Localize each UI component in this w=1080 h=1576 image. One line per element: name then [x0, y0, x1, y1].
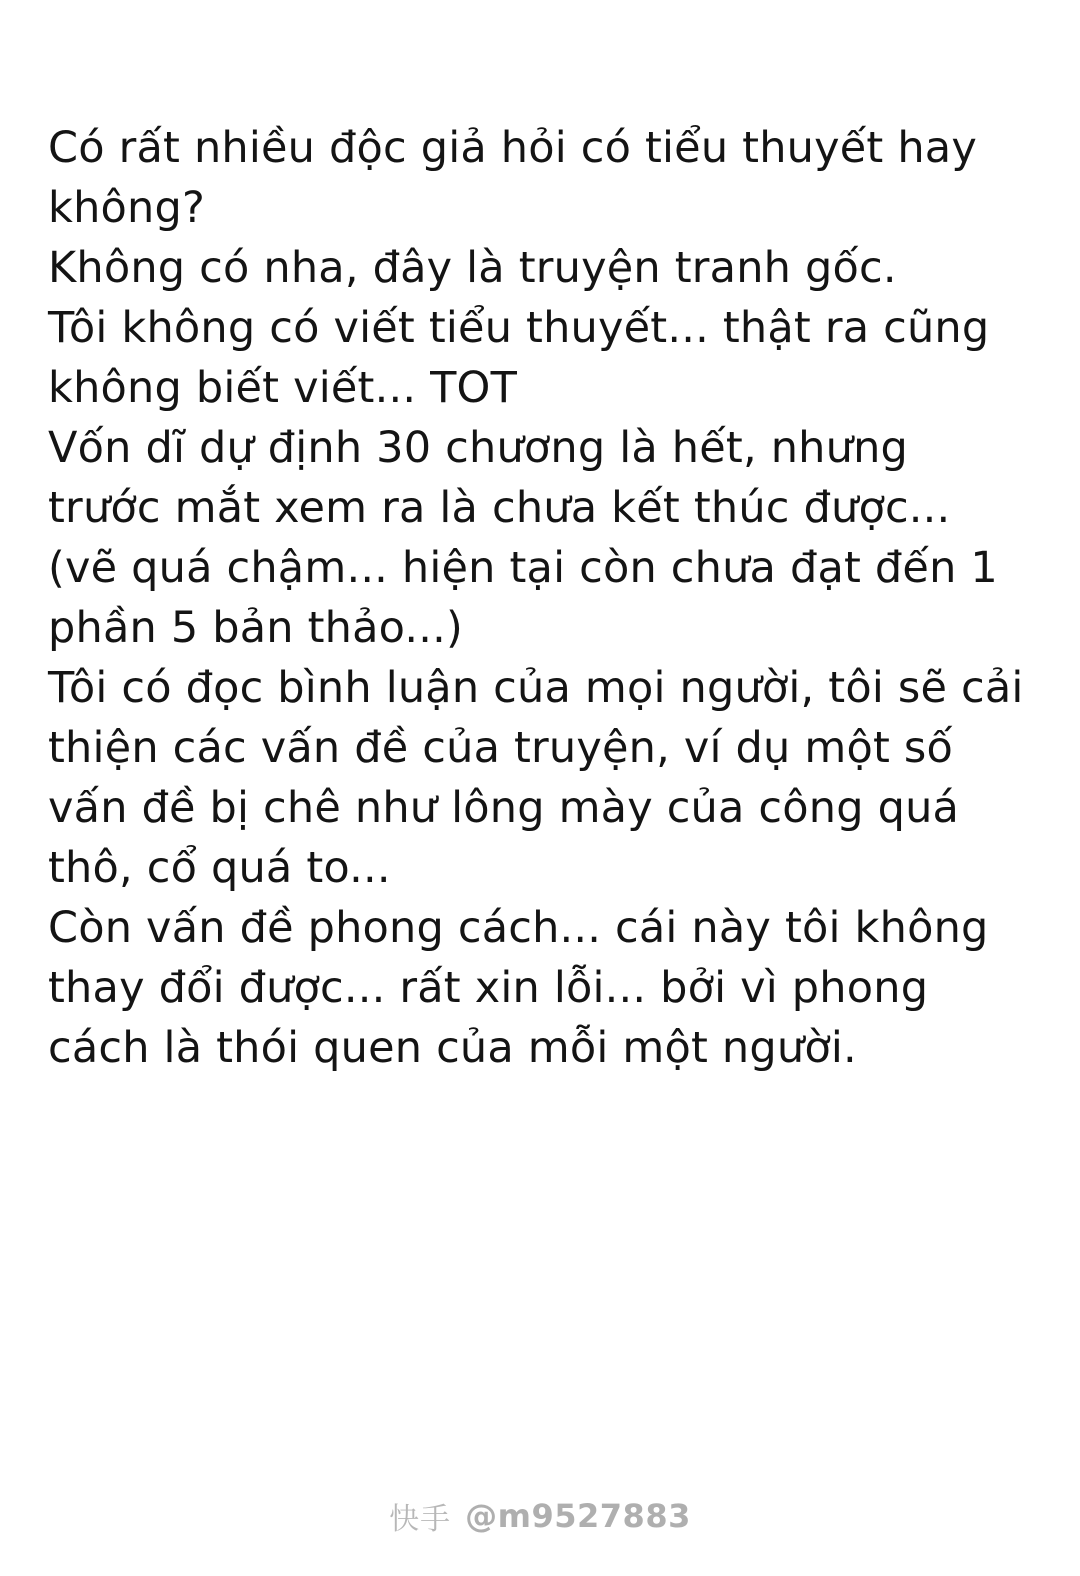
author-note-text-block — [48, 118, 1038, 1078]
kuaishou-logo-icon: 快手 — [389, 1502, 452, 1537]
note-paragraph-1: Có rất nhiều độc giả hỏi có tiểu thuyết hay không? — [48, 123, 991, 233]
note-paragraph-5: Tôi có đọc bình luận của mọi người, tôi sẽ cải thiện các vấn đề của truyện, ví dụ một số vấn đề bị chê như lông mày của công quá thô, cổ quá to... — [48, 663, 1038, 893]
note-paragraph-6: Còn vấn đề phong cách... cái này tôi không thay đổi được... rất xin lỗi... bởi vì phong cách là thói quen của mỗi một người. — [48, 903, 1003, 1073]
watermark-handle: @m9527883 — [465, 1497, 691, 1535]
note-paragraph-4: Vốn dĩ dự định 30 chương là hết, nhưng trước mắt xem ra là chưa kết thúc được... (vẽ quá chậm... hiện tại còn chưa đạt đến 1 phần 5 bản thảo...) — [48, 423, 1012, 653]
note-paragraph-2: Không có nha, đây là truyện tranh gốc. — [48, 243, 897, 293]
watermark — [0, 1494, 1080, 1538]
note-paragraph-3: Tôi không có viết tiểu thuyết... thật ra cũng không biết viết... TOT — [48, 303, 1004, 413]
